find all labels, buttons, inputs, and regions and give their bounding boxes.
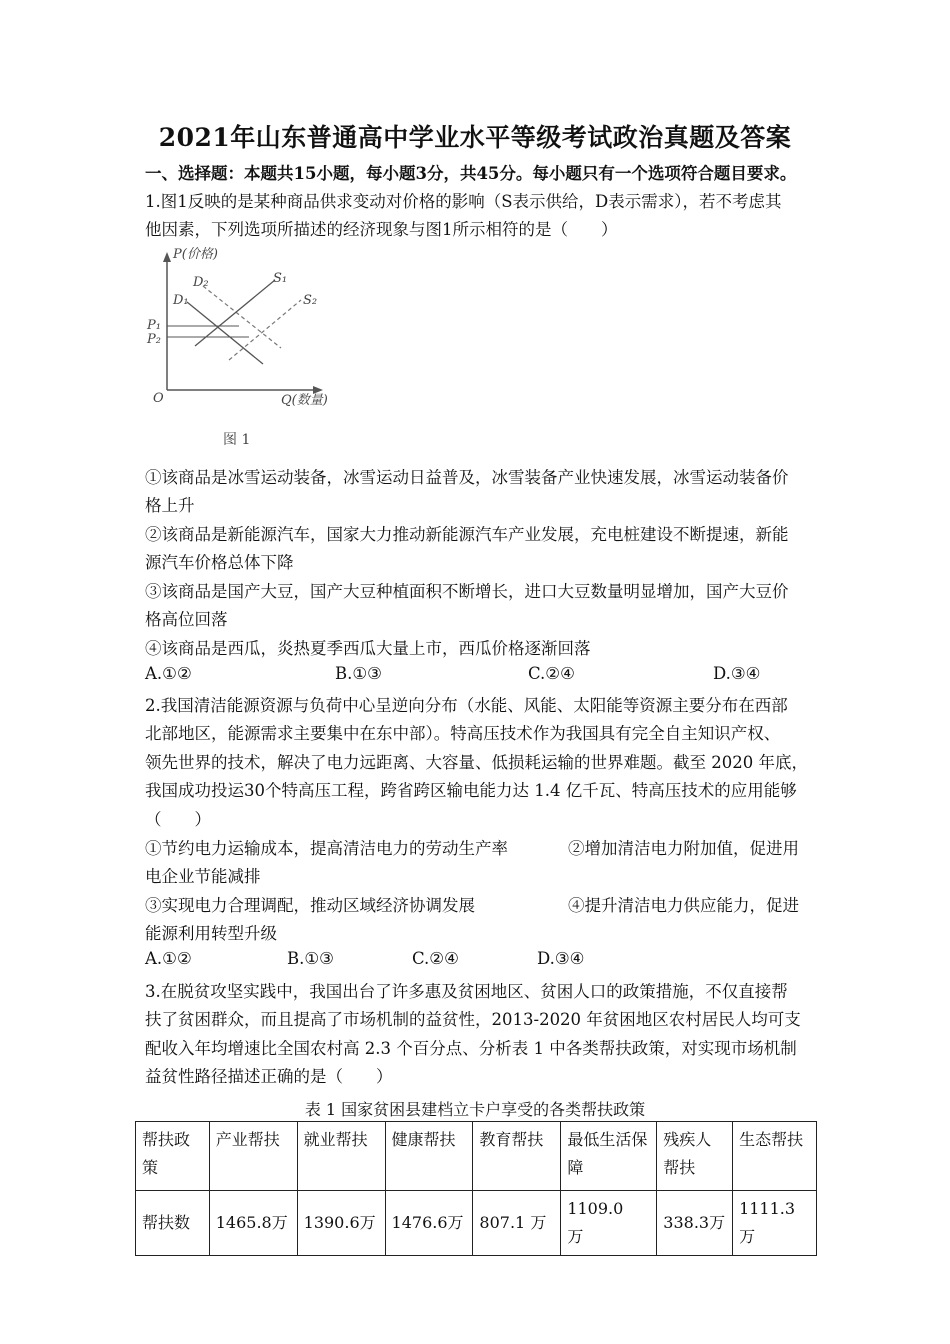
table-cell: 1476.6万 bbox=[385, 1191, 473, 1256]
d2-label: D₂ bbox=[193, 275, 209, 290]
policy-table bbox=[135, 1121, 817, 1256]
q2-statement-1: ①节约电力运输成本，提高清洁电力的劳动生产率 bbox=[145, 839, 508, 858]
p1-label: P₁ bbox=[147, 318, 161, 333]
table-cell: 1111.3万 bbox=[733, 1191, 817, 1256]
table-header-cell: 教育帮扶 bbox=[473, 1122, 561, 1191]
table-header-cell: 生态帮扶 bbox=[733, 1122, 817, 1191]
q3-stem-line-4: 益贫性路径描述正确的是（ ） bbox=[145, 1067, 393, 1086]
table-cell: 807.1 万 bbox=[473, 1191, 561, 1256]
table-header-cell: 健康帮扶 bbox=[385, 1122, 473, 1191]
q1-option-a: A.①② bbox=[145, 664, 192, 683]
q3-stem-line-1: 3.在脱贫攻坚实践中，我国出台了许多惠及贫困地区、贫困人口的政策措施，不仅直接帮 bbox=[145, 982, 788, 1001]
q2-stem-line-1: 2.我国清洁能源资源与负荷中心呈逆向分布（水能、风能、太阳能等资源主要分布在西部 bbox=[145, 696, 788, 715]
q1-stem-line-1: 1.图1反映的是某种商品供求变动对价格的影响（S表示供给，D表示需求），若不考虑其 bbox=[145, 192, 782, 211]
figure-caption: 图 1 bbox=[223, 432, 251, 448]
d2-curve bbox=[203, 286, 281, 348]
table-header-cell: 最低生活保障 bbox=[561, 1122, 657, 1191]
q2-stem-line-5: （ ） bbox=[145, 810, 211, 829]
q2-statement-3: ③实现电力合理调配，推动区域经济协调发展 bbox=[145, 896, 475, 915]
q1-statement-4: ④该商品是西瓜，炎热夏季西瓜大量上市，西瓜价格逐渐回落 bbox=[145, 639, 591, 658]
table-cell: 1390.6万 bbox=[297, 1191, 385, 1256]
table-cell: 1465.8万 bbox=[209, 1191, 297, 1256]
table-header-cell: 残疾人帮扶 bbox=[657, 1122, 733, 1191]
q2-option-c: C.②④ bbox=[412, 949, 459, 968]
y-axis-arrow bbox=[163, 252, 171, 262]
q1-option-b: B.①③ bbox=[335, 664, 382, 683]
s2-label: S₂ bbox=[303, 293, 318, 308]
y-axis-label: P(价格) bbox=[173, 247, 218, 262]
q1-statement-3-line-2: 格高位回落 bbox=[145, 610, 228, 629]
s1-label: S₁ bbox=[273, 271, 288, 286]
q1-statement-1-line-2: 格上升 bbox=[145, 496, 195, 515]
q2-stem-line-2: 北部地区，能源需求主要集中在东中部）。特高压技术作为我国具有完全自主知识产权、 bbox=[145, 724, 781, 743]
q3-stem-line-2: 扶了贫困群众，而且提高了市场机制的益贫性，2013-2020 年贫困地区农村居民人均可支 bbox=[145, 1010, 801, 1029]
supply-demand-figure bbox=[145, 242, 365, 452]
table-header-cell: 就业帮扶 bbox=[297, 1122, 385, 1191]
q2-statement-4-cont: 能源利用转型升级 bbox=[145, 924, 277, 943]
d1-label: D₁ bbox=[173, 293, 189, 308]
q1-stem-line-2: 他因素，下列选项所描述的经济现象与图1所示相符的是（ ） bbox=[145, 220, 618, 239]
table-header-row bbox=[136, 1122, 817, 1191]
q1-statement-3-line-1: ③该商品是国产大豆，国产大豆种植面积不断增长，进口大豆数量明显增加，国产大豆价 bbox=[145, 582, 789, 601]
table-cell: 1109.0 万 bbox=[561, 1191, 657, 1256]
q1-statement-2-line-1: ②该商品是新能源汽车，国家大力推动新能源汽车产业发展，充电桩建设不断提速，新能 bbox=[145, 525, 789, 544]
d1-curve bbox=[187, 302, 263, 364]
q2-stem-line-3: 领先世界的技术，解决了电力远距离、大容量、低损耗运输的世界难题。截至 2020 年底， bbox=[145, 753, 808, 772]
q2-option-b: B.①③ bbox=[287, 949, 334, 968]
q1-option-d: D.③④ bbox=[713, 664, 761, 683]
section-heading: 一、选择题：本题共15小题，每小题3分，共45分。每小题只有一个选项符合题目要求。 bbox=[145, 164, 797, 183]
q2-statement-2: ②增加清洁电力附加值，促进用 bbox=[568, 839, 799, 858]
p2-label: P₂ bbox=[147, 332, 161, 347]
q2-statement-4: ④提升清洁电力供应能力，促进 bbox=[568, 896, 799, 915]
origin-label: O bbox=[153, 391, 164, 406]
table-row bbox=[136, 1191, 817, 1256]
q1-statement-1-line-1: ①该商品是冰雪运动装备，冰雪运动日益普及，冰雪装备产业快速发展，冰雪运动装备价 bbox=[145, 468, 789, 487]
q3-stem-line-3: 配收入年均增速比全国农村高 2.3 个百分点、分析表 1 中各类帮扶政策，对实现市场机制 bbox=[145, 1039, 797, 1058]
x-axis-label: Q(数量) bbox=[281, 393, 328, 408]
q2-statement-2-cont: 电企业节能减排 bbox=[145, 867, 261, 886]
page-title: 2021年山东普通高中学业水平等级考试政治真题及答案 bbox=[158, 123, 792, 152]
q2-option-d: D.③④ bbox=[537, 949, 585, 968]
q1-statement-2-line-2: 源汽车价格总体下降 bbox=[145, 553, 294, 572]
table-caption: 表 1 国家贫困县建档立卡户享受的各类帮扶政策 bbox=[304, 1100, 646, 1119]
q1-option-c: C.②④ bbox=[528, 664, 575, 683]
q2-option-a: A.①② bbox=[145, 949, 192, 968]
table-header-cell: 产业帮扶 bbox=[209, 1122, 297, 1191]
table-cell: 338.3万 bbox=[657, 1191, 733, 1256]
table-header-cell: 帮扶政策 bbox=[136, 1122, 210, 1191]
q2-stem-line-4: 我国成功投运30个特高压工程，跨省跨区输电能力达 1.4 亿千瓦、特高压技术的应用能够 bbox=[145, 781, 797, 800]
table-cell: 帮扶数 bbox=[136, 1191, 210, 1256]
